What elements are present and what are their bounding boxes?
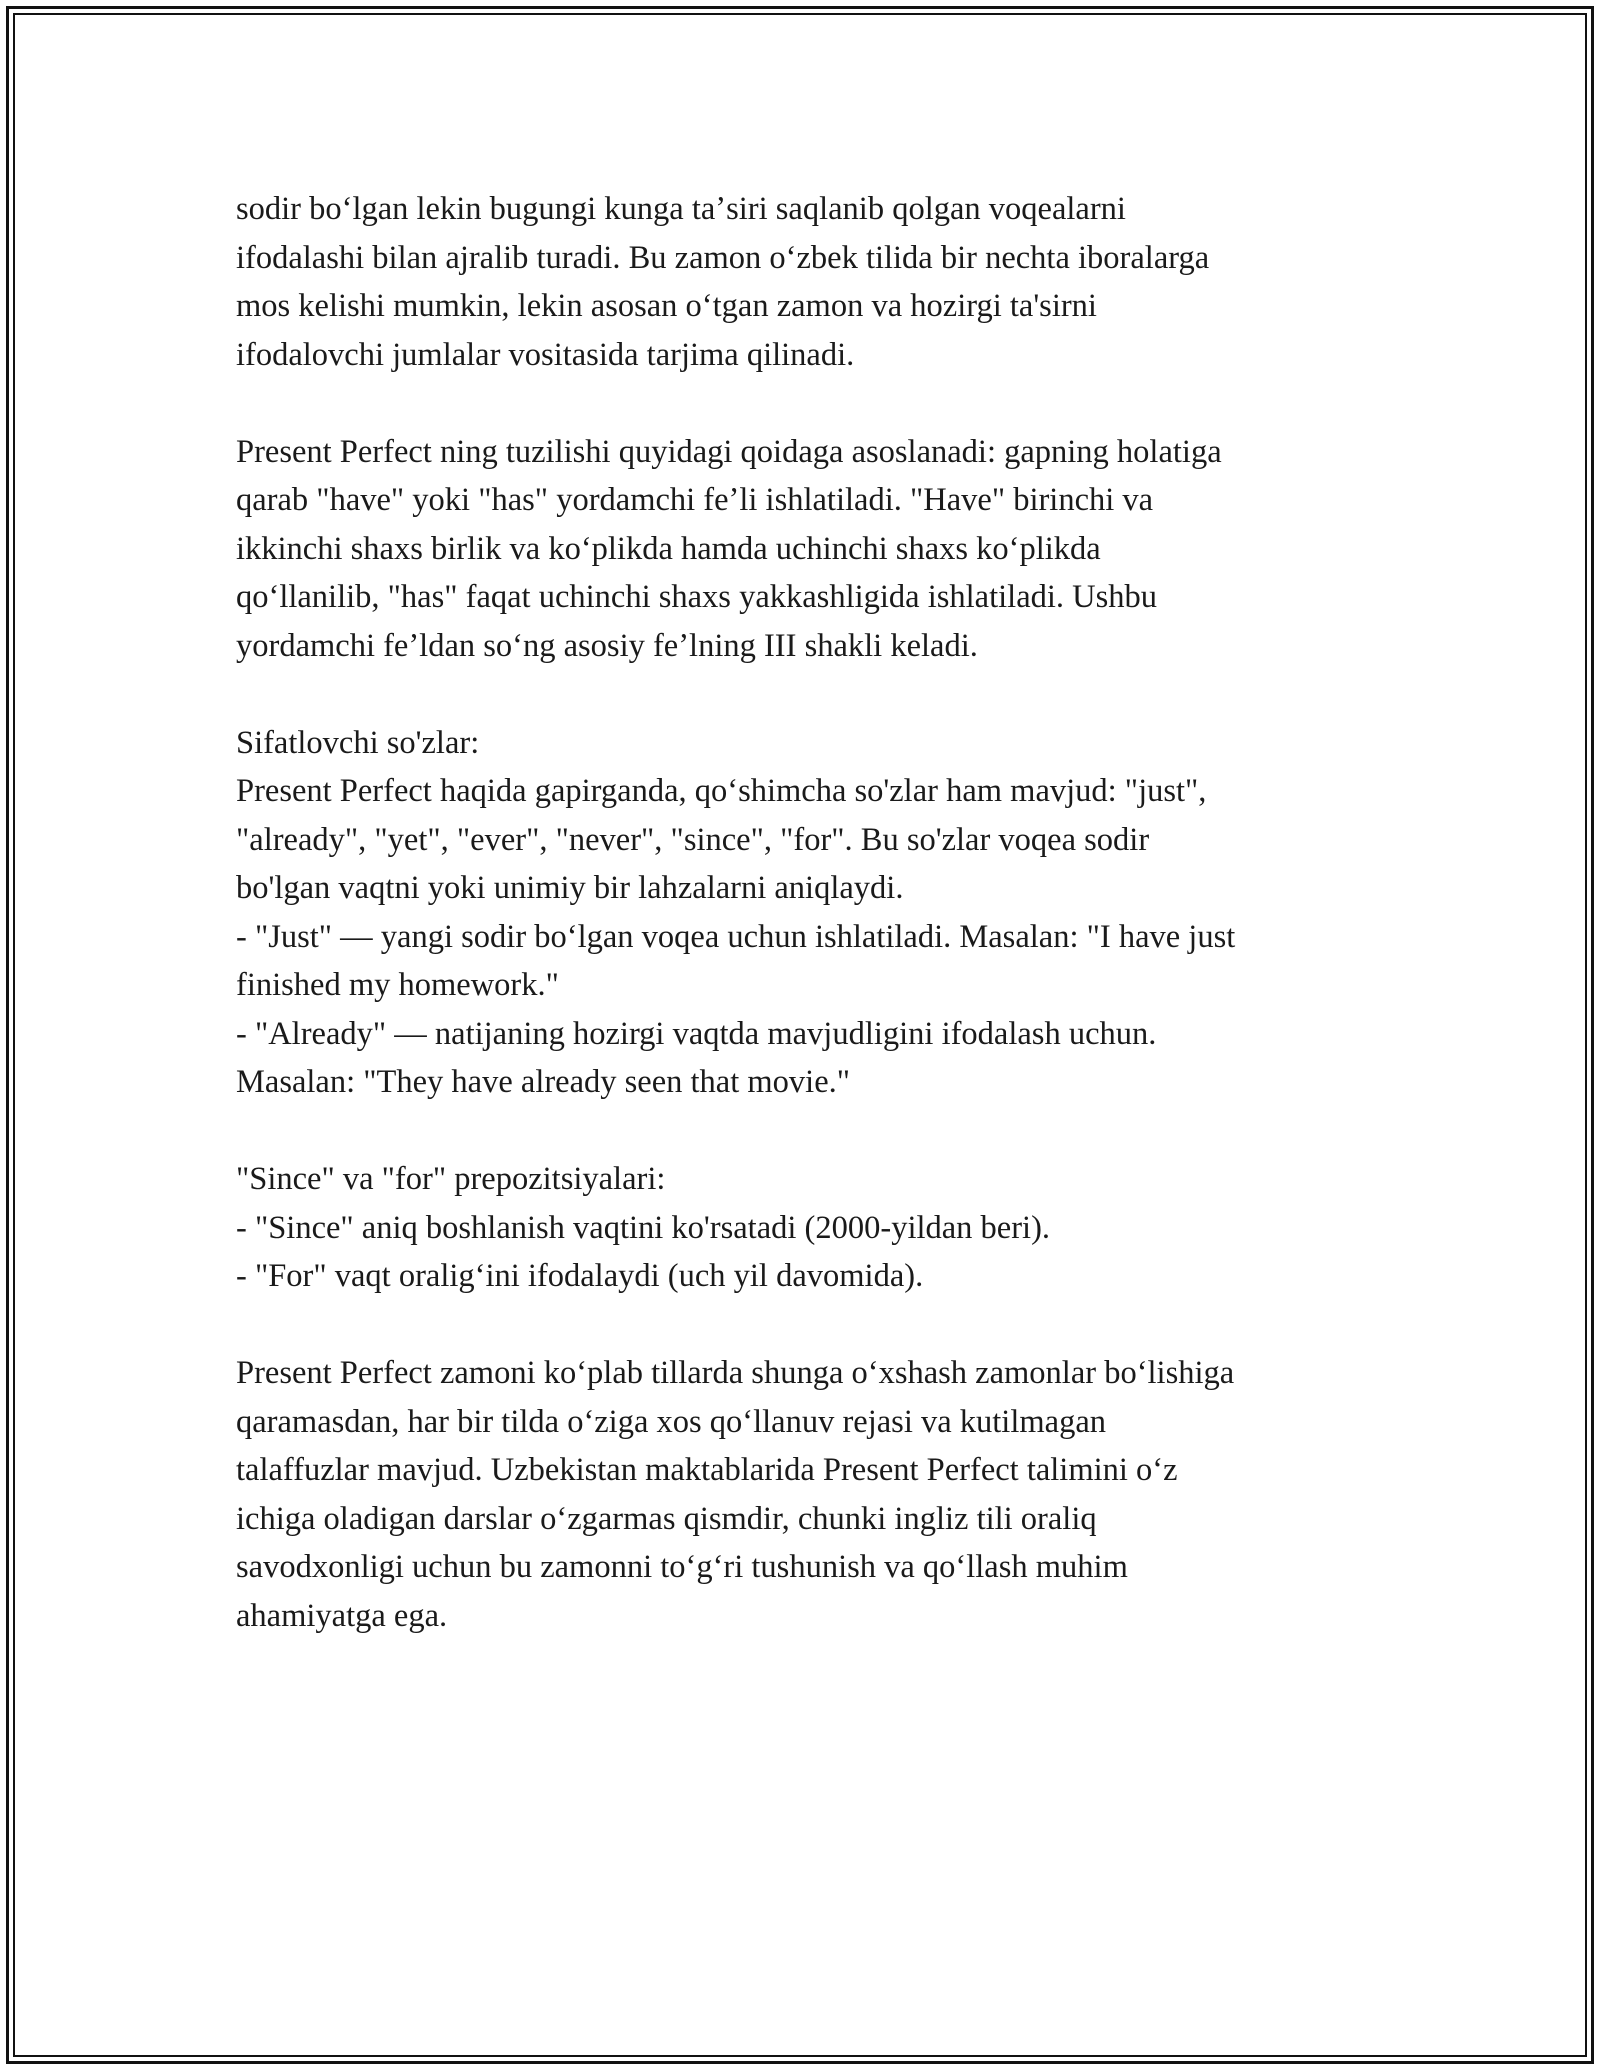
text-line: talaffuzlar mavjud. Uzbekistan maktablarida Present Perfect talimini oʻz — [236, 1452, 1178, 1488]
text-line: ifodalovchi jumlalar vositasida tarjima qilinadi. — [236, 336, 855, 373]
paragraph-tense-intro — [236, 185, 1386, 379]
document-body — [236, 185, 1386, 1689]
text-line: savodxonligi uchun bu zamonni toʻgʻri tushunish va qoʻllash muhim — [236, 1549, 1128, 1585]
paragraph-structure — [236, 428, 1386, 671]
list-item-for: - "For" vaqt oraligʻini ifodalaydi (uch yil davomida). — [236, 1258, 924, 1294]
text-line: Present Perfect zamoni koʻplab tillarda shunga oʻxshash zamonlar boʻlishiga — [236, 1355, 1235, 1391]
list-item-since: - "Since" aniq boshlanish vaqtini ko'rsatadi (2000-yildan beri). — [236, 1209, 1051, 1246]
text-line: Masalan: "They have already seen that movie." — [236, 1064, 851, 1100]
text-line: qarab "have" yoki "has" yordamchi feʼli ishlatiladi. "Have" birinchi va — [236, 482, 1154, 518]
text-line: sodir boʻlgan lekin bugungi kunga taʼsiri saqlanib qolgan voqealarni — [236, 191, 1126, 227]
text-line: mos kelishi mumkin, lekin asosan oʻtgan zamon va hozirgi ta'sirni — [236, 288, 1097, 324]
text-line: ifodalashi bilan ajralib turadi. Bu zamon oʻzbek tilida bir nechta iboralarga — [236, 239, 1210, 276]
text-line: qoʻllanilib, "has" faqat uchinchi shaxs yakkashligida ishlatiladi. Ushbu — [236, 579, 1158, 615]
list-item-just: - "Just" — yangi sodir boʻlgan voqea uchun ishlatiladi. Masalan: "I have just — [236, 918, 1236, 955]
paragraph-signal-words — [236, 719, 1386, 1107]
text-line: ichiga oladigan darslar oʻzgarmas qismdir, chunki ingliz tili oraliq — [236, 1500, 1097, 1537]
text-line: ahamiyatga ega. — [236, 1597, 448, 1634]
text-line: Present Perfect haqida gapirganda, qoʻshimcha so'zlar ham mavjud: "just", — [236, 773, 1207, 809]
text-line: yordamchi feʼldan soʻng asosiy feʼlning III shakli keladi. — [236, 627, 978, 664]
text-line: Present Perfect ning tuzilishi quyidagi qoidaga asoslanadi: gapning holatiga — [236, 433, 1222, 470]
section-heading: "Since" va "for" prepozitsiyalari: — [236, 1161, 666, 1197]
section-heading: Sifatlovchi so'zlar: — [236, 724, 480, 761]
list-item-already: - "Already" — natijaning hozirgi vaqtda mavjudligini ifodalash uchun. — [236, 1015, 1157, 1052]
text-line: qaramasdan, har bir tilda oʻziga xos qoʻllanuv rejasi va kutilmagan — [236, 1403, 1106, 1440]
text-line: bo'lgan vaqtni yoki unimiy bir lahzalarni aniqlaydi. — [236, 870, 904, 906]
text-line: finished my homework." — [236, 967, 559, 1003]
paragraph-since-for — [236, 1155, 1386, 1301]
paragraph-conclusion — [236, 1349, 1386, 1640]
text-line: "already", "yet", "ever", "never", "since", "for". Bu so'zlar voqea sodir — [236, 821, 1150, 858]
text-line: ikkinchi shaxs birlik va koʻplikda hamda uchinchi shaxs koʻplikda — [236, 530, 1101, 567]
